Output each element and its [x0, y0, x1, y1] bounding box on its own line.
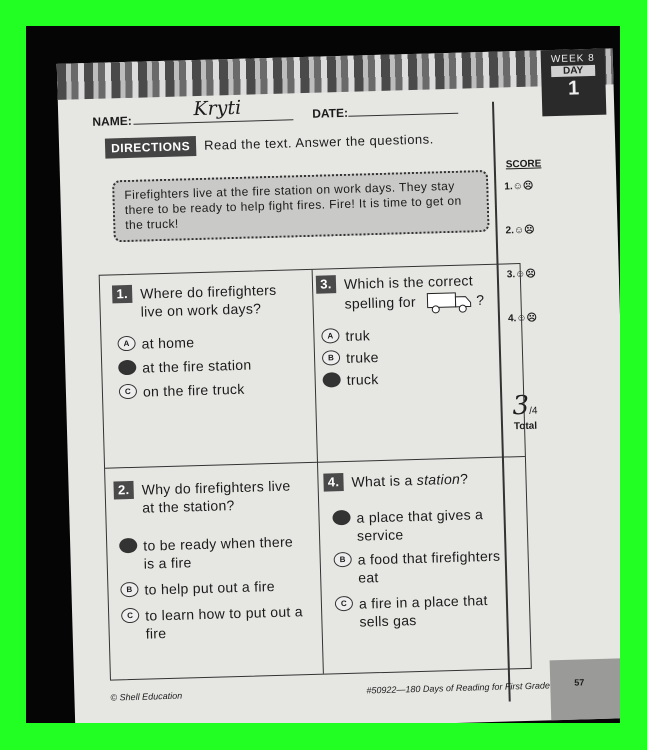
directions-row	[105, 129, 434, 158]
publisher-footer: © Shell Education	[110, 690, 183, 703]
question-1	[116, 280, 301, 320]
photo-frame	[26, 26, 620, 723]
name-label: NAME:	[92, 113, 132, 129]
reading-passage: Firefighters live at the fire station on work days. They stay there to be ready to help fight fires. Fire! It is time to get on the truck!	[112, 170, 490, 242]
question-4: 4. What is a station?	[351, 468, 521, 491]
question-3: 3. Which is the correct spelling for ?	[344, 270, 515, 317]
score-title: SCORE	[505, 158, 542, 171]
name-field	[92, 96, 294, 129]
score-item-3: 3.☺☹	[506, 268, 536, 281]
question-text: Why do firefighters live at the station?	[141, 477, 291, 516]
date-field	[312, 103, 458, 121]
score-item-4: 4.☺☹	[507, 312, 538, 325]
question-number: 2.	[113, 481, 133, 500]
score-item-1: 1.☺☹	[504, 180, 534, 193]
bubble-b: B	[120, 582, 138, 597]
total-score-handwritten: 3	[512, 390, 530, 422]
total-label: Total	[513, 420, 538, 433]
page-corner	[550, 658, 620, 720]
date-label: DATE:	[312, 105, 349, 121]
bubble-c: C	[121, 608, 139, 623]
handwritten-name: Kryti	[193, 96, 242, 121]
worksheet-page	[57, 48, 620, 723]
answer-option[interactable]: C truck	[346, 367, 496, 389]
smiley-faces-icon: ☺☹	[513, 224, 535, 237]
question-number: 4.	[323, 473, 343, 492]
answer-option[interactable]: C on the fire truck	[143, 378, 293, 400]
answer-option[interactable]: B at the fire station	[142, 354, 292, 376]
day-number: 1	[567, 77, 580, 100]
bubble-b-filled: B	[118, 360, 136, 375]
questions-grid	[99, 263, 532, 681]
answer-option[interactable]: A a place that gives a service	[356, 505, 507, 545]
directions-tag: DIRECTIONS	[105, 136, 197, 159]
bubble-c: C	[119, 384, 137, 399]
answer-option[interactable]: B to help put out a fire	[144, 576, 314, 599]
question-text: Where do firefighters live on work days?	[139, 281, 277, 320]
smiley-faces-icon: ☺☹	[516, 312, 538, 325]
bubble-a-filled: A	[119, 538, 137, 553]
decorative-stripe-banner	[57, 48, 614, 100]
truck-icon	[426, 289, 473, 314]
smiley-faces-icon: ☺☹	[512, 180, 534, 193]
total-denominator: /4	[529, 405, 538, 417]
question-2	[117, 476, 302, 516]
answer-option[interactable]: A truk	[345, 323, 495, 345]
score-item-2: 2.☺☹	[505, 224, 535, 237]
answer-option[interactable]: A at home	[141, 330, 291, 352]
bubble-a: A	[321, 328, 339, 343]
bubble-a-filled: A	[332, 510, 350, 525]
answer-option[interactable]: B truke	[346, 345, 496, 367]
bubble-c-filled: C	[322, 372, 340, 387]
week-label: WEEK 8	[550, 52, 595, 66]
bubble-b: B	[322, 350, 340, 365]
answer-option[interactable]: A to be ready when there is a fire	[143, 532, 294, 572]
smiley-faces-icon: ☺☹	[515, 268, 536, 281]
week-day-tab	[541, 49, 607, 117]
answer-option[interactable]: C to learn how to put out a fire	[145, 602, 306, 642]
bubble-b: B	[334, 552, 352, 567]
bubble-a: A	[117, 336, 135, 351]
question-number: 1.	[112, 285, 132, 304]
book-title-footer: #50922—180 Days of Reading for First Grade	[366, 680, 551, 696]
day-label: DAY	[551, 65, 595, 77]
directions-text: Read the text. Answer the questions.	[203, 131, 434, 153]
answer-option[interactable]: B a food that firefighters eat	[357, 546, 508, 586]
answer-option[interactable]: C a fire in a place that sells gas	[359, 590, 520, 630]
question-number: 3.	[316, 275, 336, 294]
page-number: 57	[574, 677, 585, 688]
bubble-c: C	[335, 596, 353, 611]
